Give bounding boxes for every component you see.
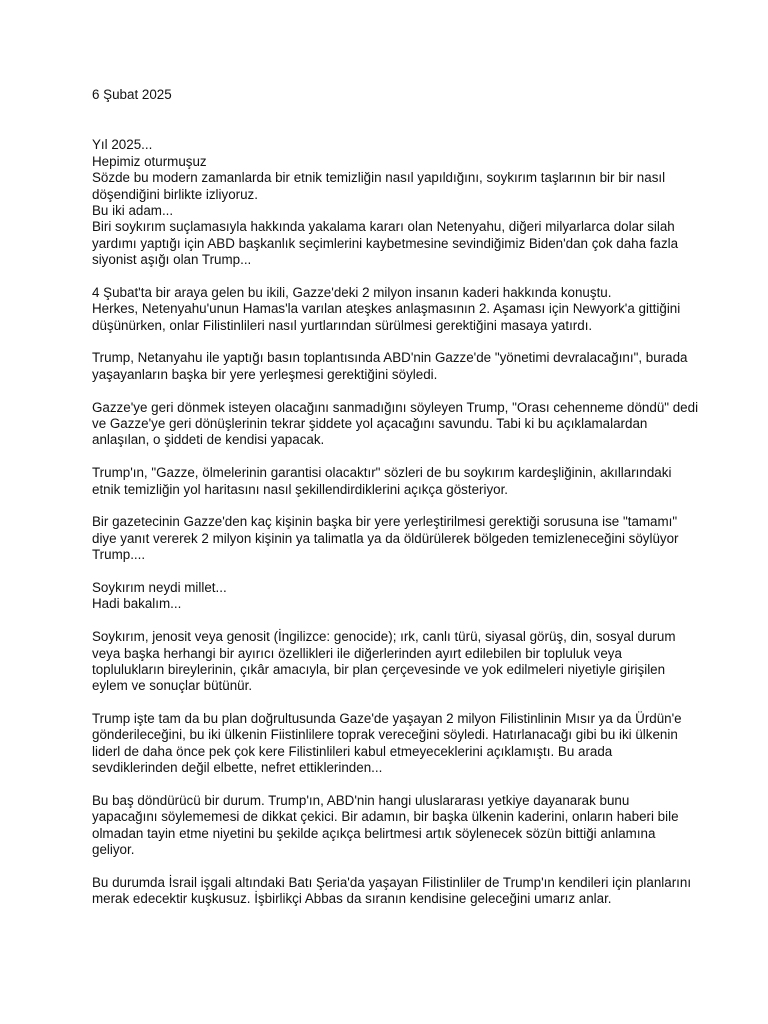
text-line: Bir gazetecinin Gazze'den kaç kişinin başka bir yere yerleştirilmesi gerektiği sorusuna ise "tamamı" <box>92 514 678 530</box>
text-line: yaşayanların başka bir yere yerleşmesi gerektiğini söyledi. <box>92 366 438 382</box>
text-line: 4 Şubat'ta bir araya gelen bu ikili, Gazze'deki 2 milyon insanın kaderi hakkında konuştu. <box>92 284 612 300</box>
text-line: Soykırım, jenosit veya genosit (İngilizce: genocide); ırk, canlı türü, siyasal görüş, din, sosyal durum <box>92 629 676 645</box>
text-line: Biri soykırım suçlamasıyla hakkında yakalama kararı olan Netenyahu, diğeri milyarlarca dolar silah <box>92 219 675 235</box>
text-line: geliyor. <box>92 842 135 858</box>
text-line: yapacağını söylememesi de dikkat çekici. Bir adamın, bir başka ülkenin kaderini, onların haberi bile <box>92 809 679 825</box>
paragraph <box>92 875 692 908</box>
text-line: Herkes, Netenyahu'unun Hamas'la varılan ateşkes anlaşmasının 2. Aşaması için Newyork'a gittiğini <box>92 301 681 317</box>
text-line: Bu baş döndürücü bir durum. Trump'ın, ABD'nin hangi uluslararası yetkiye dayanarak bunu <box>92 793 630 809</box>
text-line: Bu iki adam... <box>92 202 174 218</box>
text-line: Hadi bakalım... <box>92 596 182 612</box>
paragraph <box>92 465 692 498</box>
text-line: Gazze'ye geri dönmek isteyen olacağını sanmadığını söyleyen Trump, "Orası cehenneme döndü" dedi <box>92 399 699 415</box>
paragraph <box>92 514 692 563</box>
text-line: ve Gazze'ye geri dönüşlerinin tekrar şiddete yol açacağını savundu. Tabi ki bu açıklamalardan <box>92 416 648 432</box>
paragraph <box>92 711 692 777</box>
text-line: Trump, Netanyahu ile yaptığı basın toplantısında ABD'nin Gazze'de "yönetimi devralacağını", burada <box>92 350 688 366</box>
spacer <box>92 103 692 137</box>
text-line: gönderileceğini, bu iki ülkenin Fiistinlilere toprak vereceğini söyledi. Hatırlanacağı gibi bu iki ülkenin <box>92 727 678 743</box>
paragraph <box>92 629 692 695</box>
text-line: liderl de daha önce pek çok kere Filistinlileri kabul etmeyeceklerini açıklamıştı. Bu arada <box>92 743 613 759</box>
text-line: merak edecektir kuşkusuz. İşbirlikçi Abbas da sıranın kendisine geleceğini umarız anlar. <box>92 891 612 907</box>
paragraph <box>92 350 692 383</box>
text-line: etnik temizliğin yol haritasını nasıl şekillendirdiklerini açıkça gösteriyor. <box>92 481 509 497</box>
text-line: Trump işte tam da bu plan doğrultusunda Gaze'de yaşayan 2 milyon Filistinlinin Mısır ya da Ürdün'e <box>92 711 682 727</box>
text-line: Sözde bu modern zamanlarda bir etnik temizliğin nasıl yapıldığını, soykırım taşlarının bir bir nasıl <box>92 170 666 186</box>
text-line: siyonist aşığı olan Trump... <box>92 252 252 268</box>
text-line: Bu durumda İsrail işgali altındaki Batı Şeria'da yaşayan Filistinliler de Trump'ın kendileri için planlarını <box>92 874 692 890</box>
text-line: düşünürken, onlar Filistinlileri nasıl yurtlarından sürülmesi gerektiğini masaya yatırdı. <box>92 317 593 333</box>
document-page <box>92 87 699 908</box>
text-line: Trump.... <box>92 547 146 563</box>
text-line: Soykırım neydi millet... <box>92 579 227 595</box>
text-line: Trump'ın, "Gazze, ölmelerinin garantisi olacaktır" sözleri de bu soykırım kardeşliğinin, akıllarındaki <box>92 465 672 481</box>
text-line: Hepimiz oturmuşuz <box>92 153 207 169</box>
text-line: Yıl 2025... <box>92 137 153 153</box>
paragraph <box>92 793 692 859</box>
document-date: 6 Şubat 2025 <box>92 87 172 102</box>
text-line: döşendiğini birlikte izliyoruz. <box>92 186 258 202</box>
text-line: diye yanıt vererek 2 milyon kişinin ya talimatla ya da öldürülerek bölgeden temizleneceğini söylüyor <box>92 530 679 546</box>
text-line: toplulukların bireylerinin, çıkâr amacıyla, bir plan çerçevesinde ve yok edilmeleri niyetiyle girişilen <box>92 661 666 677</box>
text-line: olmadan tayin etme niyetini bu şekilde açıkça belirtmesi artık söylenecek sözün bittiği anlamına <box>92 825 656 841</box>
text-line: yardımı yaptığı için ABD başkanlık seçimlerini kaybetmesine sevindiğimiz Biden'dan çok daha fazla <box>92 235 679 251</box>
text-line: veya başka herhangi bir ayırıcı özellikleri ile diğerlerinden ayırt edilebilen bir topluluk veya <box>92 645 622 661</box>
text-line: sevdiklerinden değil elbette, nefret ettiklerinden... <box>92 760 383 776</box>
intro-block <box>92 137 692 268</box>
paragraph <box>92 580 692 613</box>
paragraph <box>92 285 692 334</box>
paragraph <box>92 399 699 449</box>
text-line: anlaşılan, o şiddeti de kendisi yapacak. <box>92 432 325 448</box>
text-line: eylem ve sonuçlar bütünür. <box>92 678 253 694</box>
